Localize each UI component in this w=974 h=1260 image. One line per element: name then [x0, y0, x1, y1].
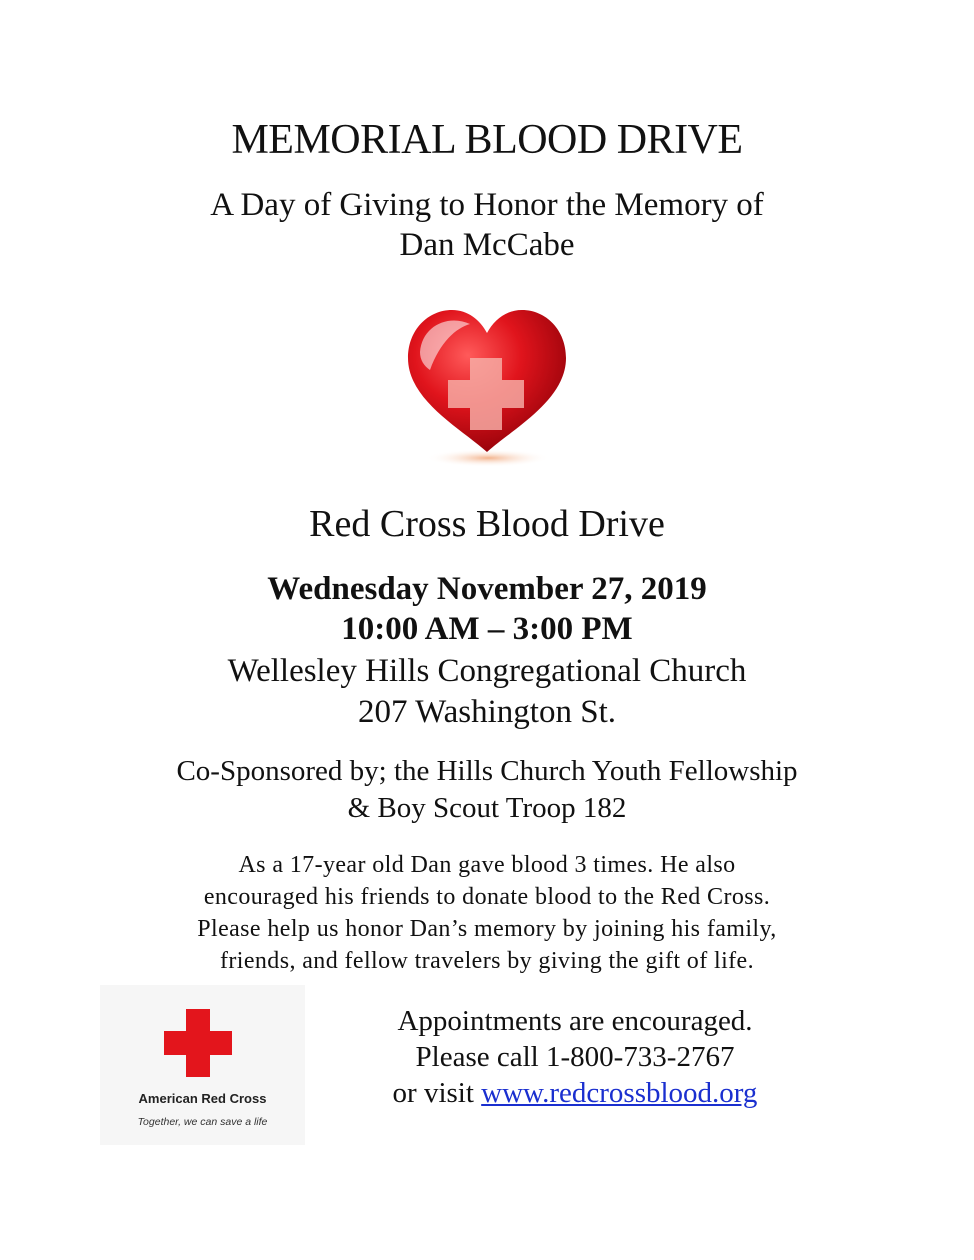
honoree-name: Dan McCabe [399, 227, 575, 263]
flyer-title: MEMORIAL BLOOD DRIVE [231, 117, 743, 163]
story-line-3: Please help us honor Dan’s memory by joining his family, [197, 916, 777, 942]
heart-with-cross-icon [400, 300, 575, 475]
story-line-1: As a 17-year old Dan gave blood 3 times. He also [238, 852, 736, 878]
venue-address: 207 Washington St. [357, 694, 616, 730]
event-date: Wednesday November 27, 2019 [267, 571, 707, 607]
visit-line [330, 1077, 820, 1110]
logo-name: American Red Cross [138, 1091, 267, 1106]
american-red-cross-logo [100, 985, 305, 1145]
sponsor-line-1: Co-Sponsored by; the Hills Church Youth Fellowship [176, 755, 798, 787]
story-line-4: friends, and fellow travelers by giving the gift of life. [220, 948, 754, 974]
story-line-2: encouraged his friends to donate blood to the Red Cross. [203, 884, 771, 910]
logo-tagline: Together, we can save a life [137, 1116, 268, 1128]
venue-name: Wellesley Hills Congregational Church [227, 653, 747, 689]
visit-prefix: or visit [392, 1077, 482, 1109]
sponsor-line-2: & Boy Scout Troop 182 [347, 792, 627, 824]
event-time: 10:00 AM – 3:00 PM [341, 611, 633, 647]
phone-text: Please call 1-800-733-2767 [415, 1041, 735, 1073]
appointments-text: Appointments are encouraged. [397, 1005, 753, 1037]
website-link[interactable]: www.redcrossblood.org [481, 1077, 758, 1109]
red-cross-icon [164, 1009, 232, 1077]
event-name: Red Cross Blood Drive [309, 503, 665, 545]
subtitle-line-1: A Day of Giving to Honor the Memory of [210, 187, 764, 223]
